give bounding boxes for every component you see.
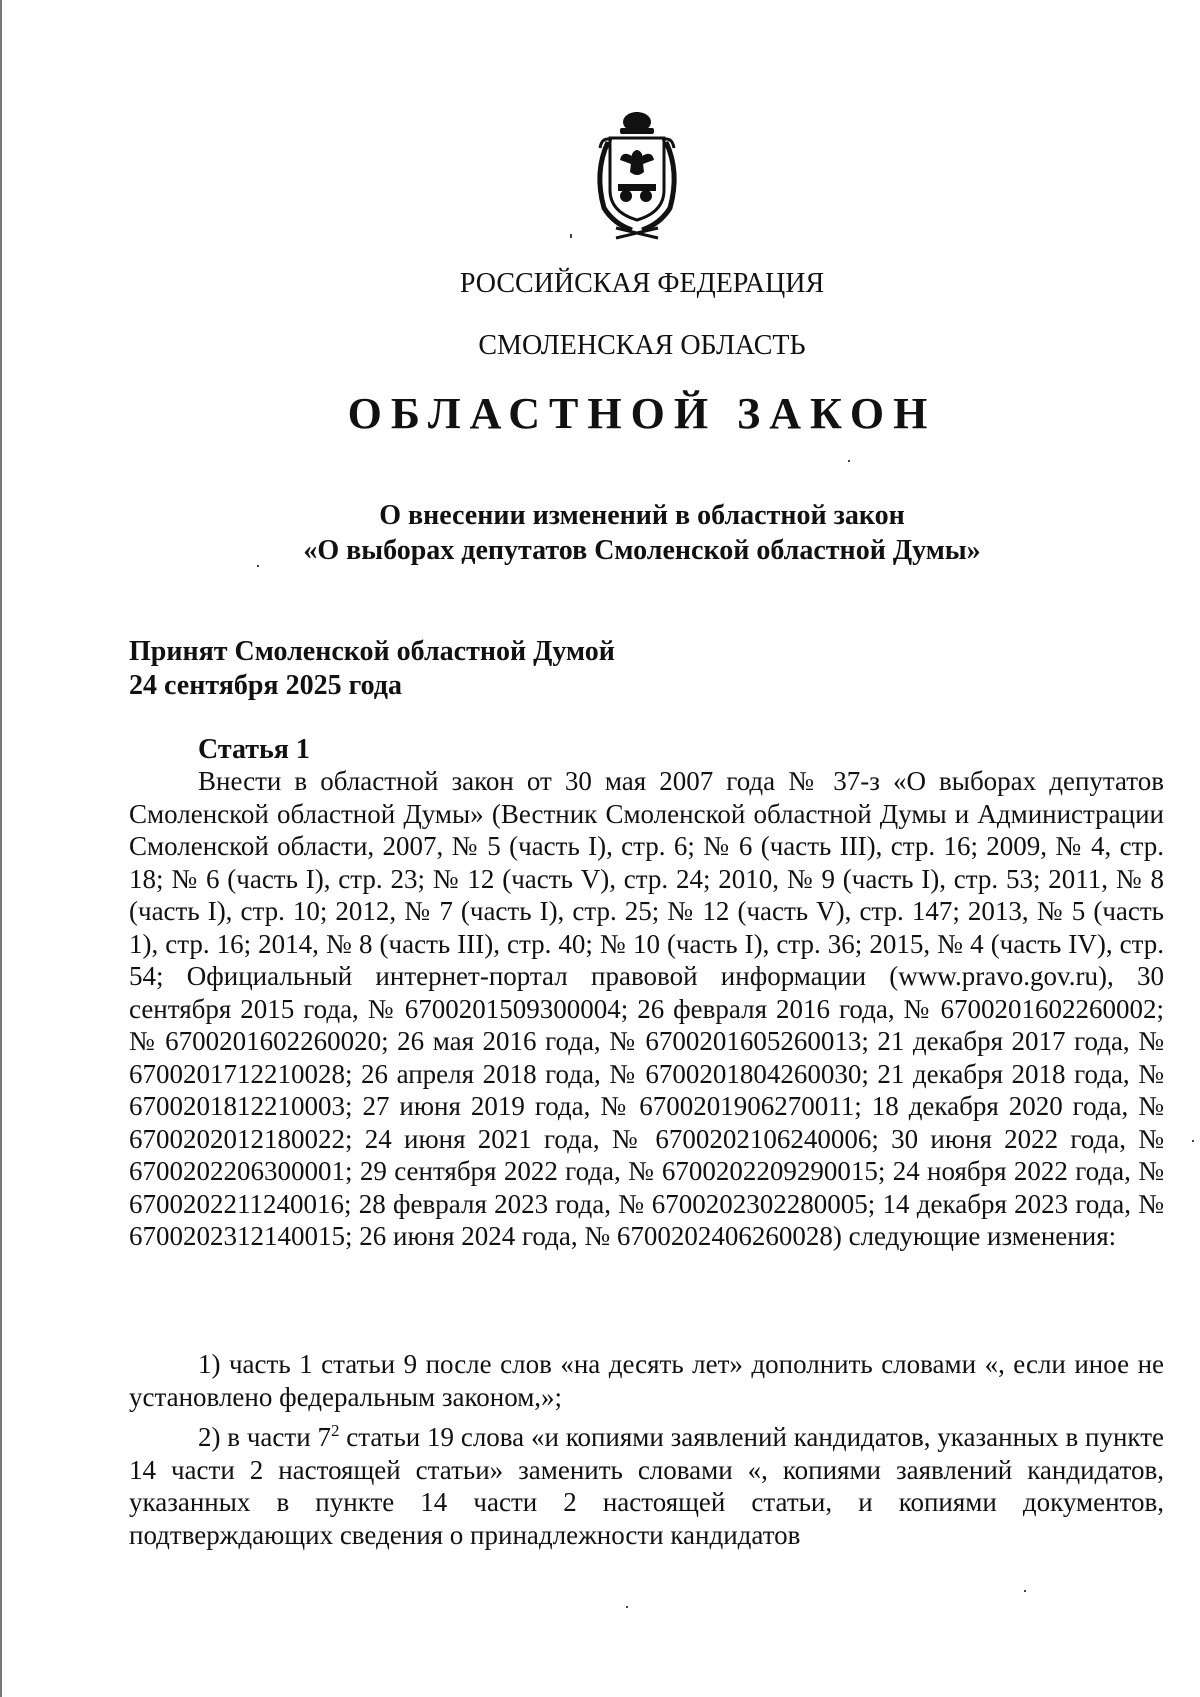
amendment-item-2-start: 2) в части 7 (198, 1422, 331, 1452)
scan-mark (1024, 1590, 1026, 1592)
article-heading: Статья 1 (198, 734, 310, 765)
amendment-item-2-rest: статьи 19 слова «и копиями заявлений кандидатов, указанных в пункте 14 части 2 настоящей статьи» заменить словами «, копиями заявлений кандидатов, указанных в пункте 14 части 2 настоящей статьи, и копиями документов, подтверждающих сведения о принадлежности кандидатов (129, 1422, 1164, 1550)
adopted-date: 24 сентября 2025 года (129, 670, 402, 701)
amendment-item-1: 1) часть 1 статьи 9 после слов «на десять лет» дополнить словами «, если иное не установлено федеральным законом,»; (129, 1349, 1164, 1412)
scan-mark (626, 1606, 628, 1608)
scan-mark (1192, 1140, 1194, 1142)
country-name: РОССИЙСКАЯ ФЕДЕРАЦИЯ (459, 268, 825, 299)
scan-mark (570, 234, 572, 238)
amendment-item-2-superscript: 2 (330, 1421, 340, 1440)
law-subtitle-line-2: «О выборах депутатов Смоленской областной Думы» (303, 535, 981, 566)
scan-mark (848, 460, 850, 462)
adopted-by: Принят Смоленской областной Думой (129, 636, 615, 667)
article-main-paragraph: Внести в областной закон от 30 мая 2007 года № 37-з «О выборах депутатов Смоленской областной Думы» (Вестник Смоленской областной Думы и Администрации Смоленской области, 2007, № 5 (часть I), стр. 6; № 6 (часть III), стр. 16; 2009, № 4, стр. 18; № 6 (часть I), стр. 23; № 12 (часть V), стр. 24; 2010, № 9 (часть I), стр. 53; 2011, № 8 (часть I), стр. 10; 2012, № 7 (часть I), стр. 25; № 12 (часть V), стр. 147; 2013, № 5 (часть 1), стр. 16; 2014, № 8 (часть III), стр. 40; № 10 (часть I), стр. 36; 2015, № 4 (часть IV), стр. 54; Официальный интернет-портал правовой информации (www.pravo.gov.ru), 30 сентября 2015 года, № 6700201509300004; 26 февраля 2016 года, № 6700201602260002; № 6700201602260020; 26 мая 2016 года, № 6700201605260013; 21 декабря 2017 года, № 6700201712210028; 26 апреля 2018 года, № 6700201804260030; 21 декабря 2018 года, № 6700201812210003; 27 июня 2019 года, № 6700201906270011; 18 декабря 2020 года, № 6700202012180022; 24 июня 2021 года, № 6700202106240006; 30 июня 2022 года, № 6700202206300001; 29 сентября 2022 года, № 6700202209290015; 24 ноября 2022 года, № 6700202211240016; 28 февраля 2023 года, № 6700202302280005; 14 декабря 2023 года, № 6700202312140015; 26 июня 2024 года, № 6700202406260028) следующие изменения: (129, 766, 1164, 1251)
law-subtitle-line-1: О внесении изменений в областной закон (379, 500, 905, 531)
amendment-item-2 (129, 1415, 1164, 1551)
region-name: СМОЛЕНСКАЯ ОБЛАСТЬ (478, 330, 806, 361)
law-type-heading: ОБЛАСТНОЙ ЗАКОН (347, 389, 937, 438)
scan-mark (257, 565, 259, 567)
coat-of-arms-emblem (582, 112, 692, 242)
